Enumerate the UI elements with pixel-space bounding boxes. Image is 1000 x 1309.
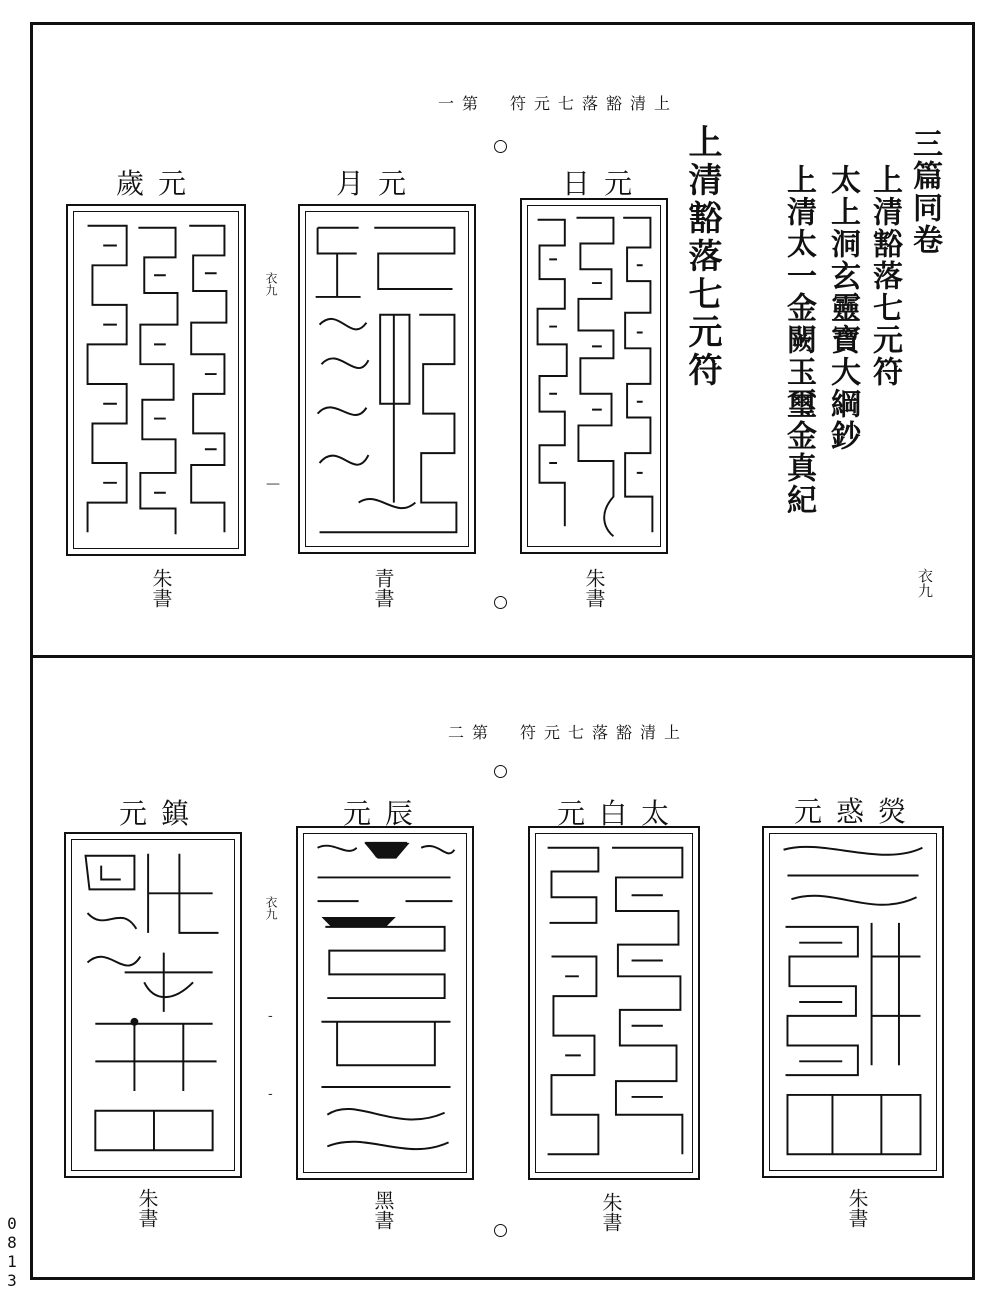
seal-script-pattern [522,200,666,552]
margin-volume-note: 衣九 [916,568,934,598]
seal-script-pattern [530,828,698,1178]
margin-tick-bottom-1: - [268,1008,273,1024]
card-label-zhen-yuan: 元鎮 [118,797,203,830]
talisman-card-ri-yuan [520,198,668,554]
top-page-header: 一第 符元七落豁清上 [438,94,679,113]
scripture-header: 三篇同卷 [907,128,942,256]
binding-circle-top-2 [494,596,507,609]
scripture-item-3: 上清太一金闕玉璽金真紀 [781,164,816,516]
binding-circle-top-1 [494,140,507,153]
seal-script-pattern [298,828,472,1178]
card-label-ri-yuan: 日元 [561,167,646,200]
card-label-sui-yuan: 歲元 [115,167,200,200]
talisman-card-yue-yuan [298,204,476,554]
binding-circle-bottom-2 [494,1224,507,1237]
card-label-yinghuo-yuan: 元惑熒 [793,795,920,828]
talisman-card-zhen-yuan [64,832,242,1178]
card-label-taibai-yuan: 元白太 [556,797,683,830]
talisman-card-taibai-yuan [528,826,700,1180]
ink-note-chen-yuan: 黑書 [371,1190,395,1230]
card-margin-note-top: 衣九 [264,272,278,296]
seal-script-pattern [764,828,942,1176]
talisman-card-chen-yuan [296,826,474,1180]
binding-circle-bottom-1 [494,765,507,778]
ink-note-sui-yuan: 朱書 [149,568,173,608]
seal-script-pattern [68,206,244,554]
page-divider [30,655,975,658]
bottom-page-header: 二第 符元七落豁清上 [448,723,689,742]
margin-tick-top: — [266,476,280,492]
card-label-chen-yuan: 元辰 [342,797,427,830]
talisman-card-yinghuo-yuan [762,826,944,1178]
ink-note-yue-yuan: 青書 [371,568,395,608]
margin-tick-bottom-2: - [268,1086,273,1102]
talisman-title-column: 上清豁落七元符 [682,124,722,390]
ink-note-ri-yuan: 朱書 [582,568,606,608]
card-label-yue-yuan: 月元 [335,167,420,200]
ink-note-zhen-yuan: 朱書 [135,1188,159,1228]
ink-note-taibai-yuan: 朱書 [599,1192,623,1232]
scripture-item-1: 上清豁落七元符 [867,164,902,388]
seal-script-pattern [66,834,240,1176]
ink-note-yinghuo-yuan: 朱書 [845,1188,869,1228]
side-page-number: 0 8 1 3 [7,1214,17,1290]
scripture-item-2: 太上洞玄靈寶大綱鈔 [825,164,860,452]
card-margin-note-bottom: 衣九 [264,896,278,920]
talisman-card-sui-yuan [66,204,246,556]
seal-script-pattern [300,206,474,552]
